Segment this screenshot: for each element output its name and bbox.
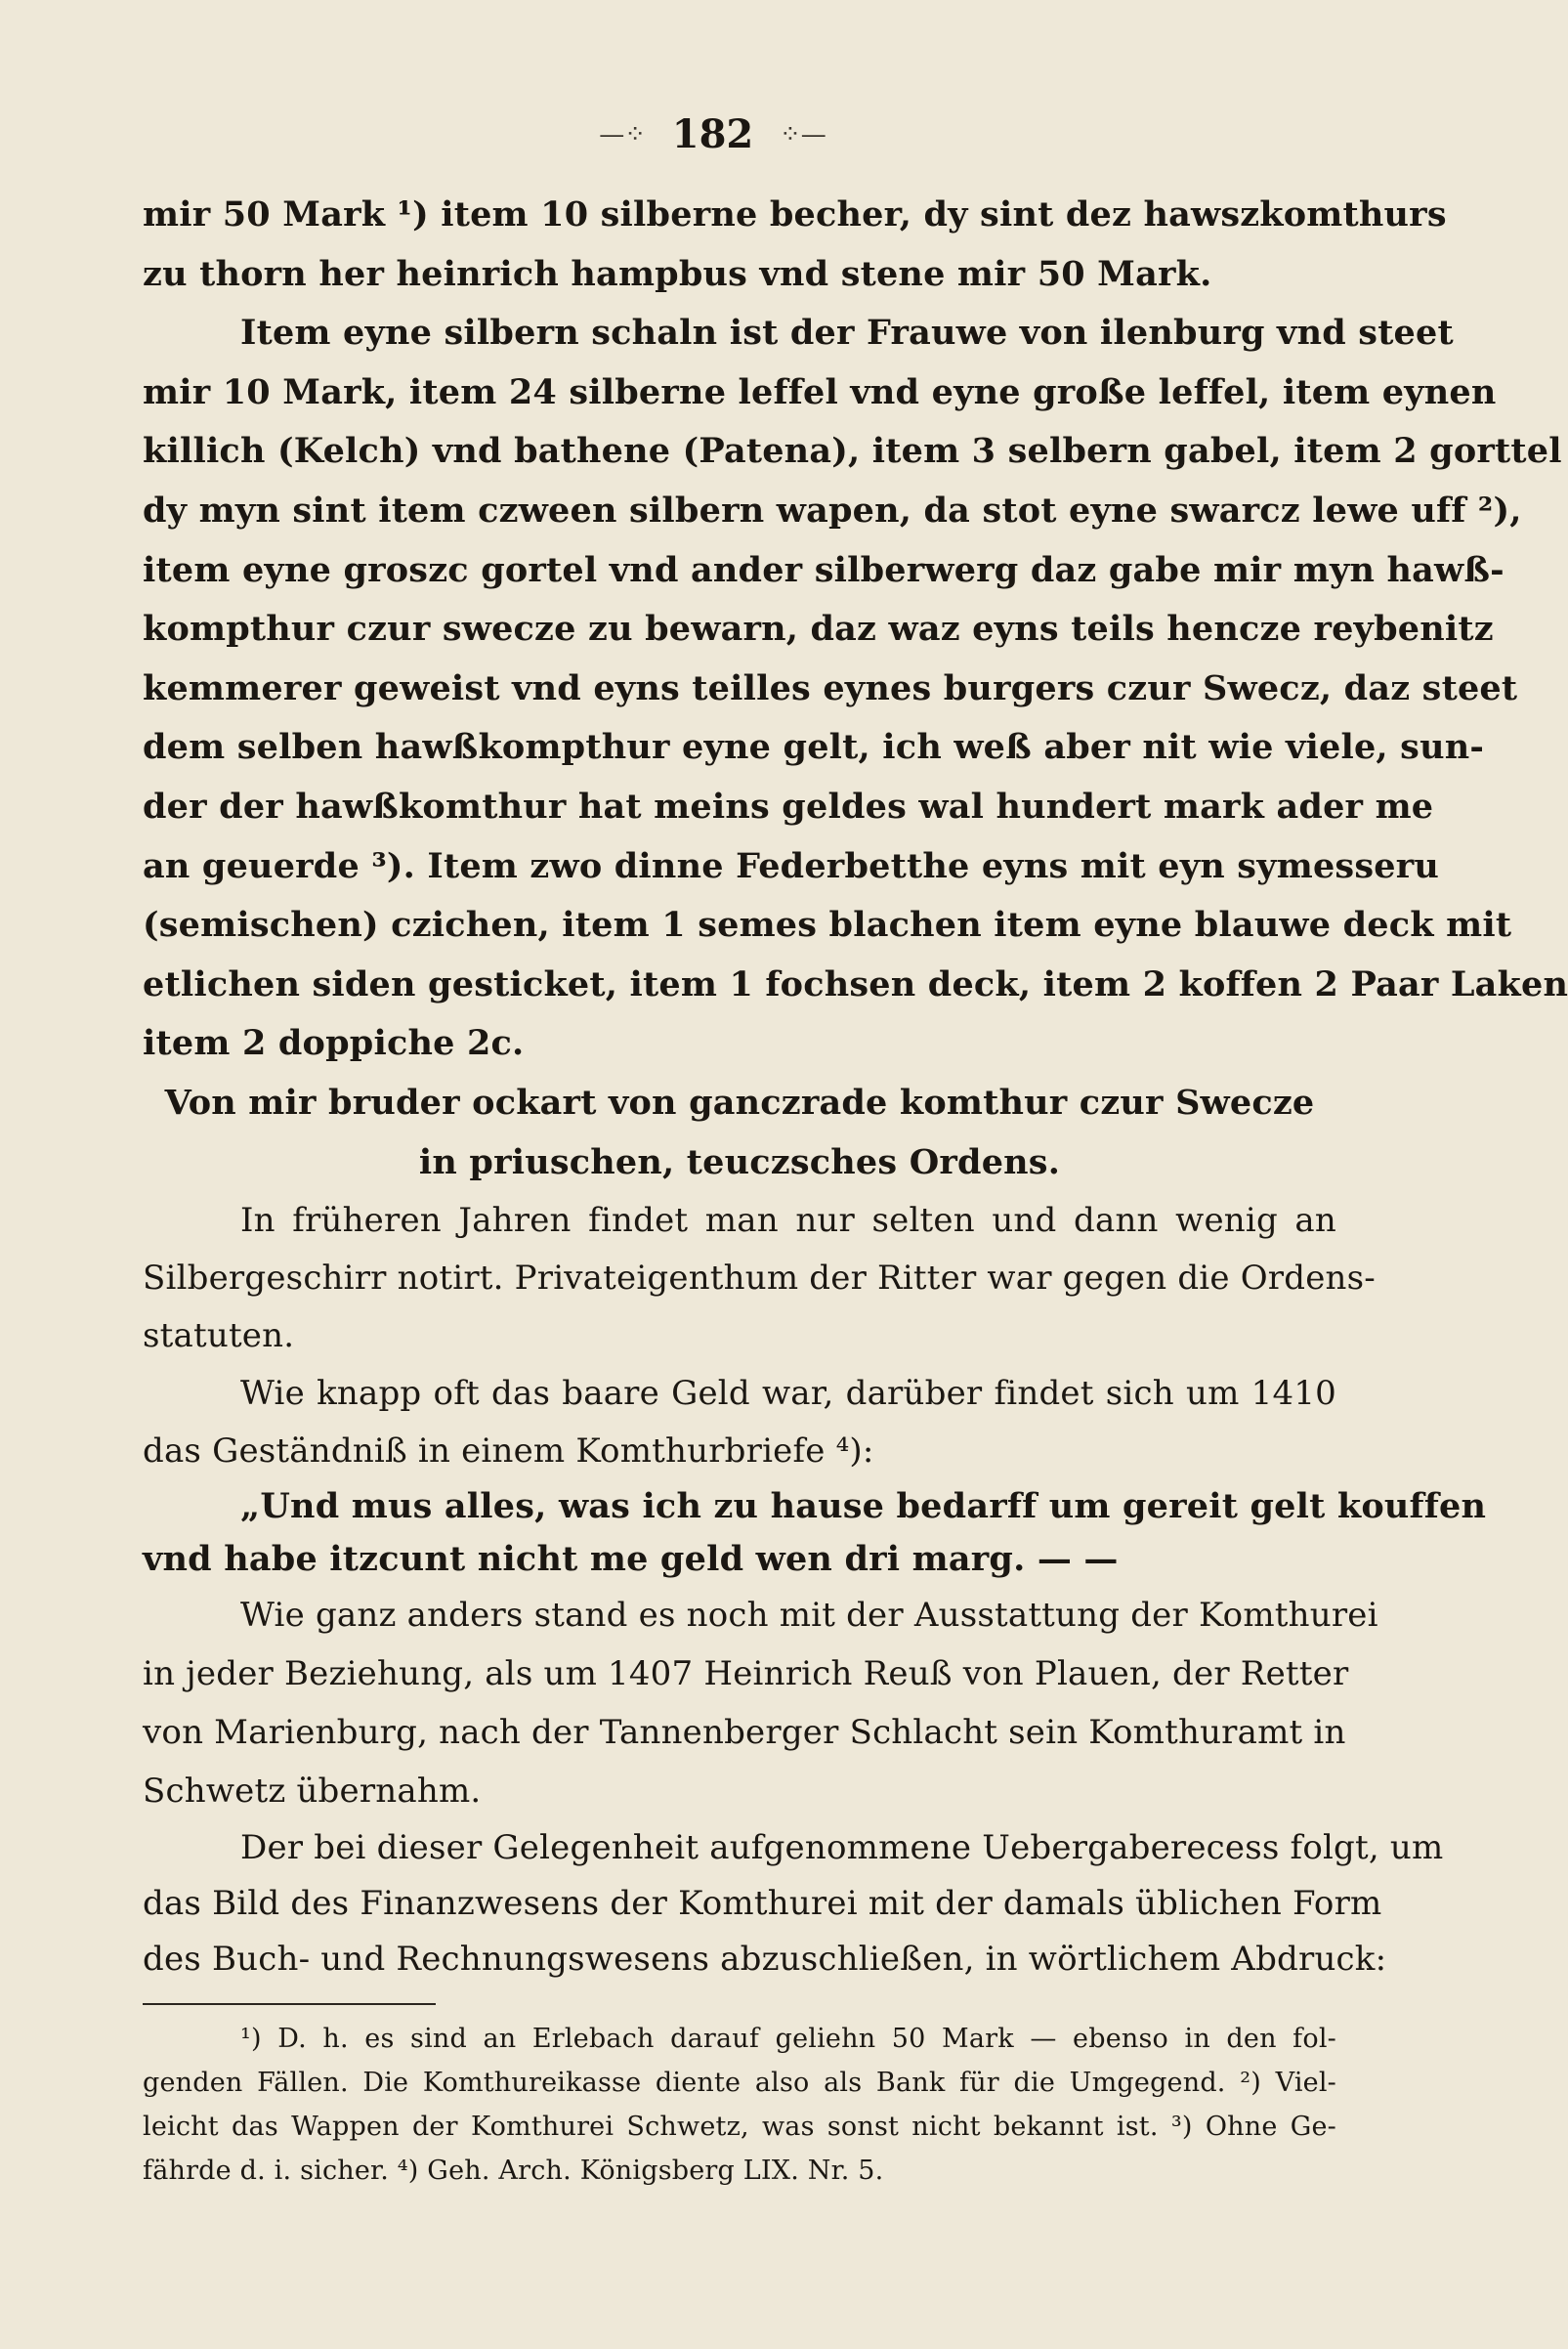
paragraph — [143, 1365, 1336, 1480]
paragraph — [143, 1820, 1444, 1987]
text-line: kompthur czur swecze zu bewarn, daz waz eyns teils hencze reybenitz — [143, 609, 1494, 650]
text-line: mir 50 Mark ¹) item 10 silberne becher, dy sint dez hawszkomthurs — [143, 194, 1447, 235]
text-line: zu thorn her heinrich hampbus vnd stene mir 50 Mark. — [143, 253, 1212, 294]
quotation — [143, 1480, 1487, 1586]
text-line: (semischen) czichen, item 1 semes blachen item eyne blauwe deck mit — [143, 905, 1512, 946]
footnote-line: leicht das Wappen der Komthurei Schwetz, was sonst nicht bekannt ist. ³) Ohne Ge- — [143, 2112, 1336, 2142]
text-line: dy myn sint item czween silbern wapen, da stot eyne swarcz lewe uff ²), — [143, 490, 1522, 531]
text-line: kemmerer geweist vnd eyns teilles eynes burgers czur Swecz, daz steet — [143, 667, 1518, 708]
signature-line: in priuschen, teuczsches Ordens. — [418, 1141, 1061, 1182]
page-body — [143, 186, 1568, 1987]
text-line: das Geständniß in einem Komthurbriefe ⁴): — [143, 1431, 874, 1472]
text-line: Item eyne silbern schaln ist der Frauwe von ilenburg vnd steet — [240, 313, 1454, 354]
text-line: dem selben hawßkompthur eyne gelt, ich weß aber nit wie viele, sun- — [143, 727, 1485, 768]
footnote-line: genden Fällen. Die Komthureikasse diente also als Bank für die Umgegend. ²) Viel- — [143, 2068, 1336, 2098]
footnotes — [143, 2017, 1336, 2193]
footnote-line: ¹) D. h. es sind an Erlebach darauf geliehn 50 Mark — ebenso in den fol- — [240, 2024, 1336, 2054]
footnote-line: fährde d. i. sicher. ⁴) Geh. Arch. Königsberg LIX. Nr. 5. — [143, 2156, 884, 2186]
signature — [143, 1074, 1336, 1192]
text-line: Der bei dieser Gelegenheit aufgenommene Uebergaberecess folgt, um — [240, 1828, 1444, 1868]
quoted-document — [143, 186, 1568, 1074]
ornament-right: ⁘— — [779, 120, 826, 149]
paragraph — [143, 1192, 1376, 1365]
text-line: von Marienburg, nach der Tannenberger Schlacht sein Komthuramt in — [143, 1713, 1346, 1753]
text-line: Schwetz übernahm. — [143, 1772, 482, 1812]
text-line: Wie knapp oft das baare Geld war, darüber findet sich um 1410 — [240, 1374, 1336, 1414]
signature-line: Von mir bruder ockart von ganczrade komthur czur Swecze — [164, 1082, 1315, 1123]
text-line: des Buch- und Rechnungswesens abzuschließen, in wörtlichem Abdruck: — [143, 1940, 1387, 1980]
text-line: etlichen siden gesticket, item 1 fochsen deck, item 2 koffen 2 Paar Laken — [143, 963, 1568, 1004]
text-line: mir 10 Mark, item 24 silberne leffel vnd eyne große leffel, item eynen — [143, 371, 1497, 412]
text-line: Silbergeschirr notirt. Privateigenthum der Ritter war gegen die Ordens- — [143, 1259, 1376, 1299]
text-line: item 2 doppiche 2c. — [143, 1023, 525, 1064]
text-line: killich (Kelch) vnd bathene (Patena), item 3 selbern gabel, item 2 gorttel — [143, 431, 1562, 472]
text-line: statuten. — [143, 1316, 295, 1356]
text-line: das Bild des Finanzwesens der Komthurei mit der damals üblichen Form — [143, 1884, 1382, 1924]
text-line: an geuerde ³). Item zwo dinne Federbetthe eyns mit eyn symesseru — [143, 845, 1439, 886]
paragraph — [143, 1586, 1378, 1820]
page-header — [0, 103, 1425, 164]
text-line: item eyne groszc gortel vnd ander silberwerg daz gabe mir myn hawß- — [143, 549, 1504, 590]
text-line: vnd habe itzcunt nicht me geld wen dri marg. — — — [143, 1539, 1119, 1580]
page-number: 182 — [671, 111, 754, 157]
footnote-rule — [143, 2003, 436, 2005]
text-line: In früheren Jahren findet man nur selten und dann wenig an — [240, 1201, 1336, 1241]
text-line: „Und mus alles, was ich zu hause bedarff um gereit gelt kouffen — [240, 1486, 1487, 1527]
ornament-left: —⁘ — [599, 120, 647, 149]
text-line: in jeder Beziehung, als um 1407 Heinrich Reuß von Plauen, der Retter — [143, 1654, 1349, 1694]
text-line: der der hawßkomthur hat meins geldes wal hundert mark ader me — [143, 786, 1434, 827]
text-line: Wie ganz anders stand es noch mit der Ausstattung der Komthurei — [240, 1596, 1378, 1636]
